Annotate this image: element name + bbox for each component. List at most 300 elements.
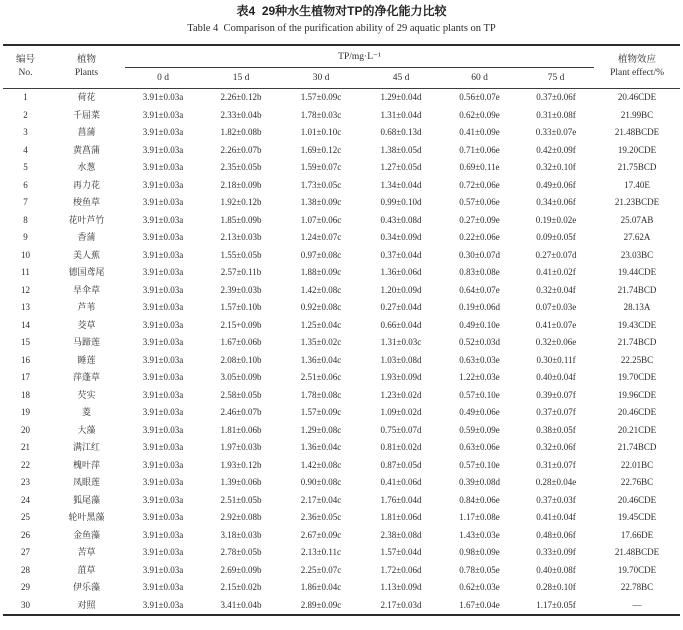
table-row [3,264,680,282]
tp-value-cell: 3.91±0.03a [142,197,184,207]
row-number-cell: 13 [21,302,30,312]
tp-value-cell: 0.81±0.02d [380,442,422,452]
tp-value-cell: 3.91±0.03a [142,109,184,120]
tp-value-cell: 0.40±0.08f [536,564,576,575]
plant-name-cell: 德国鸢尾 [68,267,105,277]
tp-value-cell: 1.01±0.10c [300,127,342,137]
tp-value-cell: 2.57±0.11b [220,267,262,277]
tp-value-cell: 0.27±0.04d [380,302,422,312]
plant-effect-cell: 22.76BC [620,477,654,487]
row-number-cell: 8 [23,214,28,225]
tp-value-cell: 1.39±0.06b [220,477,262,487]
tp-value-cell: 1.23±0.02d [380,389,422,400]
tp-value-cell: 3.91±0.03a [142,337,184,347]
tp-value-cell: 2.13±0.03b [220,232,262,242]
tp-value-cell: 1.78±0.03c [300,109,342,120]
plant-name-cell: 萍蓬草 [72,372,100,382]
tp-value-cell: 1.09±0.02d [380,407,422,417]
tp-value-cell: 0.41±0.04f [536,512,576,522]
tp-value-cell: 1.25±0.04c [300,319,342,330]
tp-value-cell: 0.27±0.07d [535,249,577,260]
tp-value-cell: 1.27±0.05d [380,162,422,172]
table-row [3,527,680,545]
plant-name-cell: 菖蒲 [77,127,96,137]
tp-value-cell: 2.33±0.04b [220,109,262,120]
tp-value-cell: 0.41±0.09e [459,127,500,137]
tp-value-cell: 3.91±0.03a [142,512,184,522]
tp-value-cell: 0.62±0.09e [459,109,500,120]
tp-value-cell: 0.72±0.06e [459,179,500,190]
tp-value-cell: 2.15±0.02b [220,582,262,592]
tp-value-cell: 1.76±0.04d [380,494,422,505]
tp-value-cell: 0.19±0.02e [535,214,577,225]
plant-name-cell: 满江红 [72,442,100,452]
tp-value-cell: 0.33±0.09f [536,547,576,557]
tp-value-cell: 3.91±0.03a [142,302,184,312]
header-day-30: 30 d [312,73,330,83]
table-row [3,334,680,352]
plant-name-cell: 旱伞草 [72,284,100,295]
tp-value-cell: 2.13±0.11c [300,547,342,557]
tp-value-cell: 0.49±0.10e [459,319,500,330]
tp-value-cell: 1.35±0.02c [300,337,342,347]
tp-value-cell: 2.89±0.09c [300,599,342,610]
plant-effect-cell: 19.45CDE [617,512,657,522]
plant-effect-cell: 20.46CDE [617,407,657,417]
tp-value-cell: 0.69±0.11e [459,162,500,172]
tp-value-cell: 0.63±0.06e [459,442,500,452]
tp-value-cell: 0.68±0.13d [380,127,422,137]
row-number-cell: 16 [21,354,30,365]
row-number-cell: 14 [21,319,30,330]
tp-value-cell: 2.36±0.05c [300,512,342,522]
tp-value-cell: 1.86±0.04c [300,582,342,592]
tp-value-cell: 0.75±0.07d [380,424,422,435]
plant-effect-cell: 21.74BCD [617,442,657,452]
tp-value-cell: 1.69±0.12c [300,144,342,155]
tp-value-cell: 3.91±0.03a [142,354,184,365]
table-row [3,509,680,527]
table-row [3,282,680,300]
tp-value-cell: 0.78±0.05e [459,564,500,575]
header-day-45: 45 d [392,73,410,83]
header-day-60: 60 d [471,73,488,83]
tp-value-cell: 3.91±0.03a [142,214,184,225]
plant-effect-cell: 20.21CDE [617,424,657,435]
row-number-cell: 26 [21,529,30,540]
table-row [3,404,680,422]
table-row [3,142,680,160]
tp-value-cell: 1.81±0.06b [220,424,262,435]
table-title-zh: 表4 29种水生植物对TP的净化能力比较 [236,4,447,18]
table-row [3,597,680,616]
tp-value-cell: 2.17±0.03d [380,599,422,610]
plant-effect-cell: 27.62A [623,232,651,242]
plant-name-cell: 金鱼藻 [72,529,100,540]
tp-value-cell: 3.91±0.03a [142,92,184,102]
table-row [3,212,680,230]
row-number-cell: 21 [21,442,30,452]
tp-value-cell: 3.91±0.03a [142,162,184,172]
plant-effect-cell: 21.48BCDE [614,127,660,137]
plant-name-cell: 大藻 [77,424,96,435]
tp-value-cell: 2.38±0.08d [380,529,422,540]
plant-name-cell: 马蹄莲 [72,337,100,347]
tp-value-cell: 1.17±0.08e [459,512,500,522]
plant-effect-cell: 19.70CDE [617,372,657,382]
row-number-cell: 18 [21,389,30,400]
tp-value-cell: 3.91±0.03a [142,249,184,260]
plant-effect-cell: 19.70CDE [617,564,657,575]
table-row [3,562,680,580]
plant-effect-cell: 21.74BCD [617,284,657,295]
plant-effect-cell: 21.48BCDE [614,547,660,557]
plant-name-cell: 狐尾藻 [72,494,100,505]
table-body [3,89,680,616]
tp-value-cell: 3.91±0.03a [142,582,184,592]
tp-value-cell: 0.42±0.09f [536,144,576,155]
tp-value-cell: 1.13±0.09d [380,582,422,592]
table-row [3,89,680,107]
tp-value-cell: 3.91±0.03a [142,232,184,242]
tp-value-cell: 1.36±0.04c [300,442,342,452]
table-row [3,369,680,387]
row-number-cell: 7 [23,197,28,207]
table-row [3,124,680,142]
header-plant-effect-zh: 植物效应 [618,55,657,65]
tp-value-cell: 1.57±0.09c [300,407,342,417]
tp-value-cell: 1.42±0.08c [300,459,342,470]
header-plants [48,45,125,89]
plant-name-cell: 美人蕉 [72,249,100,260]
table-row [3,544,680,562]
tp-value-cell: 0.32±0.10f [536,162,576,172]
tp-value-cell: 1.07±0.06c [300,214,342,225]
table-row [3,159,680,177]
tp-value-cell: 0.84±0.06e [459,494,500,505]
tp-value-cell: 0.49±0.06f [536,179,576,190]
tp-value-cell: 0.34±0.06f [536,197,576,207]
plant-effect-cell: 19.43CDE [617,319,657,330]
tp-value-cell: 3.91±0.03a [142,529,184,540]
tp-value-cell: 0.30±0.07d [459,249,500,260]
tp-value-cell: 0.57±0.06e [459,197,500,207]
tp-value-cell: 2.39±0.03b [220,284,262,295]
plant-effect-cell: 22.25BC [620,354,654,365]
tp-value-cell: 0.63±0.03e [459,354,500,365]
tp-value-cell: 1.36±0.04c [300,354,342,365]
tp-value-cell: 0.37±0.03f [536,494,576,505]
table-row [3,474,680,492]
plant-name-cell: 荷花 [77,92,96,102]
tp-value-cell: 2.51±0.05b [220,494,262,505]
tp-value-cell: 3.91±0.03a [142,564,184,575]
tp-value-cell: 3.91±0.03a [142,442,184,452]
row-number-cell: 27 [21,547,30,557]
tp-value-cell: 0.09±0.05f [536,232,576,242]
plant-effect-cell: 21.75BCD [617,162,657,172]
tp-value-cell: 1.38±0.09c [300,197,342,207]
plant-effect-cell: 21.99BC [620,109,654,120]
row-number-cell: 30 [21,599,30,610]
tp-value-cell: 0.41±0.07e [535,319,577,330]
plant-effect-cell: 28.13A [623,302,651,312]
row-number-cell: 17 [21,372,30,382]
header-plants-zh: 植物 [76,55,96,65]
row-number-cell: 1 [23,92,28,102]
table-row [3,317,680,335]
table-row [3,107,680,125]
tp-value-cell: 1.59±0.07c [300,162,342,172]
plant-effect-cell: 23.03BC [620,249,654,260]
plant-name-cell: 轮叶黑藻 [68,512,105,522]
tp-value-cell: 1.31±0.03c [380,337,422,347]
purification-table [3,44,680,616]
header-no-en: No. [18,68,33,78]
plant-name-cell: 伊乐藻 [72,582,100,592]
row-number-cell: 10 [21,249,30,260]
table-row [3,352,680,370]
tp-value-cell: 1.72±0.06d [380,564,422,575]
plant-effect-cell: 25.07AB [620,214,654,225]
plant-name-cell: 梭鱼草 [72,197,100,207]
row-number-cell: 9 [23,232,28,242]
tp-value-cell: 2.67±0.09c [300,529,342,540]
tp-value-cell: 0.83±0.08e [459,267,500,277]
tp-value-cell: 3.91±0.03a [142,179,184,190]
table-row [3,492,680,510]
tp-value-cell: 3.41±0.04b [220,599,262,610]
tp-value-cell: 0.99±0.10d [380,197,422,207]
tp-value-cell: 1.82±0.08b [220,127,262,137]
tp-value-cell: 1.97±0.03b [220,442,262,452]
row-number-cell: 4 [23,144,28,155]
tp-value-cell: 0.19±0.06d [459,302,500,312]
tp-value-cell: 1.93±0.12b [220,459,262,470]
row-number-cell: 19 [21,407,30,417]
tp-value-cell: 3.91±0.03a [142,494,184,505]
tp-value-cell: 0.41±0.06d [380,477,422,487]
tp-value-cell: 0.49±0.06e [459,407,500,417]
plant-effect-cell: 19.96CDE [617,389,657,400]
row-number-cell: 3 [23,127,28,137]
tp-value-cell: 1.24±0.07c [300,232,342,242]
table-row [3,579,680,597]
plant-name-cell: 再力花 [72,179,100,190]
tp-value-cell: 0.32±0.06f [536,442,576,452]
tp-value-cell: 1.81±0.06d [380,512,422,522]
plant-name-cell: 芡实 [77,389,96,400]
tp-value-cell: 3.91±0.03a [142,372,184,382]
table-row [3,177,680,195]
tp-value-cell: 1.29±0.04d [380,92,422,102]
row-number-cell: 25 [21,512,30,522]
tp-value-cell: 3.05±0.09b [220,372,262,382]
header-day-75: 75 d [547,73,565,83]
tp-value-cell: 3.18±0.03b [220,529,262,540]
tp-value-cell: 1.78±0.08c [300,389,342,400]
table-row [3,422,680,440]
tp-value-cell: 0.92±0.08c [300,302,342,312]
plant-name-cell: 千屈菜 [72,109,100,120]
tp-value-cell: 0.97±0.08c [300,249,342,260]
tp-value-cell: 1.22±0.03e [459,372,500,382]
tp-value-cell: 0.56±0.07e [459,92,500,102]
tp-value-cell: 0.30±0.11f [536,354,576,365]
plant-effect-cell: 22.01BC [620,459,654,470]
header-day-15: 15 d [232,73,250,83]
header-tp-group: TP/mg·L⁻¹ [125,45,594,68]
plant-effect-cell: 20.46CDE [617,494,657,505]
plant-name-cell: 菱 [81,407,91,417]
table-row [3,247,680,265]
tp-value-cell: 0.33±0.07e [535,127,577,137]
row-number-cell: 24 [21,494,30,505]
tp-value-cell: 0.40±0.04f [536,372,576,382]
plant-name-cell: 花叶芦竹 [68,214,105,225]
tp-value-cell: 0.32±0.04f [536,284,576,295]
tp-value-cell: 1.57±0.04d [380,547,422,557]
table-header [3,45,680,89]
tp-value-cell: 0.31±0.07f [536,459,576,470]
tp-value-cell: 2.69±0.09b [220,564,262,575]
tp-value-cell: 0.07±0.03e [535,302,577,312]
table-row [3,387,680,405]
header-day-0: 0 d [157,73,169,83]
tp-value-cell: 0.39±0.08d [459,477,500,487]
tp-value-cell: 3.91±0.03a [142,127,184,137]
row-number-cell: 28 [21,564,30,575]
tp-value-cell: 3.91±0.03a [142,144,184,155]
tp-value-cell: 0.28±0.04e [535,477,577,487]
row-number-cell: 23 [21,477,30,487]
tp-value-cell: 0.27±0.09e [459,214,500,225]
tp-value-cell: 0.48±0.06f [536,529,576,540]
plant-name-cell: 水葱 [77,162,96,172]
plant-name-cell: 槐叶萍 [72,459,100,470]
tp-value-cell: 0.37±0.04d [380,249,422,260]
tp-value-cell: 0.64±0.07e [459,284,500,295]
tp-value-cell: 3.91±0.03a [142,389,184,400]
plant-effect-cell: 19.44CDE [617,267,657,277]
tp-value-cell: 2.46±0.07b [220,407,262,417]
plant-name-cell: 睡莲 [77,354,96,365]
tp-value-cell: 2.58±0.05b [220,389,262,400]
plant-effect-cell: 19.20CDE [617,144,657,155]
tp-value-cell: 1.73±0.05c [300,179,342,190]
plant-name-cell: 香蒲 [77,232,96,242]
plant-name-cell: 茭草 [77,319,96,330]
plant-name-cell: 对照 [77,599,96,610]
tp-value-cell: 3.91±0.03a [142,477,184,487]
header-no-zh: 编号 [15,55,35,65]
tp-value-cell: 2.78±0.05b [220,547,262,557]
tp-value-cell: 0.52±0.03d [459,337,500,347]
tp-value-cell: 2.26±0.12b [220,92,262,102]
header-no [3,45,48,89]
tp-value-cell: 0.59±0.09e [459,424,500,435]
tp-value-cell: 1.36±0.06d [380,267,422,277]
table-row [3,457,680,475]
plant-effect-cell: 22.78BC [620,582,654,592]
tp-value-cell: 1.29±0.08c [300,424,342,435]
tp-value-cell: 3.91±0.03a [142,599,184,610]
row-number-cell: 6 [23,179,28,190]
tp-value-cell: 1.92±0.12b [220,197,262,207]
tp-value-cell: 0.90±0.08c [300,477,342,487]
tp-value-cell: 0.66±0.04d [380,319,422,330]
row-number-cell: 2 [23,109,28,120]
plant-effect-cell: 20.46CDE [617,92,657,102]
row-number-cell: 12 [21,284,30,295]
tp-value-cell: 0.57±0.10e [459,389,500,400]
tp-value-cell: 0.32±0.06e [535,337,577,347]
tp-value-cell: 3.91±0.03a [142,547,184,557]
tp-value-cell: 1.67±0.06b [220,337,262,347]
tp-value-cell: 0.43±0.08d [380,214,422,225]
tp-value-cell: 3.91±0.03a [142,267,184,277]
tp-value-cell: 2.18±0.09b [220,179,262,190]
tp-value-cell: 0.37±0.06f [536,92,576,102]
table-row [3,194,680,212]
tp-value-cell: 1.88±0.09c [300,267,342,277]
tp-value-cell: 1.93±0.09d [380,372,422,382]
tp-value-cell: 0.87±0.05d [380,459,422,470]
tp-value-cell: 0.98±0.09e [459,547,500,557]
tp-value-cell: 1.31±0.04d [380,109,422,120]
tp-value-cell: 0.57±0.10e [459,459,500,470]
table-title-en: Table 4 Comparison of the purification ability of 29 aquatic plants on TP [187,23,496,34]
row-number-cell: 20 [21,424,30,435]
tp-value-cell: 0.34±0.09d [380,232,422,242]
plant-effect-cell: — [632,599,642,610]
row-number-cell: 15 [21,337,30,347]
tp-value-cell: 0.28±0.10f [536,582,576,592]
tp-value-cell: 1.57±0.10b [220,302,262,312]
tp-value-cell: 1.57±0.09c [300,92,342,102]
row-number-cell: 29 [21,582,30,592]
tp-value-cell: 1.38±0.05d [380,144,422,155]
tp-value-cell: 0.71±0.06e [459,144,500,155]
tp-value-cell: 2.26±0.07b [220,144,262,155]
tp-value-cell: 0.38±0.05f [536,424,576,435]
plant-effect-cell: 21.23BCDE [614,197,660,207]
tp-value-cell: 3.91±0.03a [142,459,184,470]
table-row [3,439,680,457]
plant-name-cell: 芦苇 [77,302,96,312]
plant-name-cell: 苦草 [77,547,96,557]
header-plant-effect-en: Plant effect/% [610,68,664,78]
tp-value-cell: 1.55±0.05b [220,249,262,260]
tp-value-cell: 1.20±0.09d [380,284,422,295]
tp-value-cell: 0.62±0.03e [459,582,500,592]
row-number-cell: 22 [21,459,30,470]
tp-value-cell: 2.92±0.08b [220,512,262,522]
tp-value-cell: 2.15+0.09b [220,319,262,330]
tp-value-cell: 2.35±0.05b [220,162,262,172]
tp-value-cell: 0.22±0.06e [459,232,500,242]
tp-value-cell: 0.37±0.07f [536,407,576,417]
row-number-cell: 5 [23,162,28,172]
tp-value-cell: 2.17±0.04c [300,494,342,505]
tp-value-cell: 2.25±0.07c [300,564,342,575]
tp-value-cell: 3.91±0.03a [142,284,184,295]
tp-value-cell: 1.03±0.08d [380,354,422,365]
table-row [3,229,680,247]
table-row [3,299,680,317]
header-plants-en: Plants [74,68,99,78]
tp-value-cell: 0.41±0.02f [536,267,576,277]
